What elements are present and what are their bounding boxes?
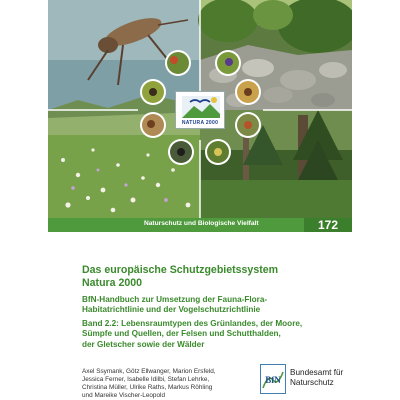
natura-2000-logo-text: NATURA 2000 [181, 120, 219, 126]
volume-line-3: der Gletscher sowie der Wälder [82, 339, 205, 349]
author-line: Axel Ssymank, Götz Ellwanger, Marion Ersfeld, [82, 368, 216, 375]
book-subtitle [82, 295, 344, 315]
publisher-name [290, 368, 343, 388]
book-title-line-2: Natura 2000 [82, 277, 143, 289]
author-line: Jessica Ferner, Isabelle Idilbi, Stefan Lehrke, [82, 376, 210, 383]
series-title: Naturschutz und Biologische Vielfalt [144, 220, 259, 227]
publisher-name-line-1: Bundesamt für [290, 368, 344, 377]
series-number: 172 (2.2) [304, 218, 352, 232]
volume-line-1: Band 2.2: Lebensraumtypen des Grünlandes, der Moore, [82, 319, 303, 328]
volume-description [82, 319, 344, 350]
book-title-line-1: Das europäische Schutzgebietssystem [82, 264, 279, 276]
author-line: und Mareike Vischer-Leopold [82, 392, 166, 399]
book-subtitle-line-1: BfN-Handbuch zur Umsetzung der Fauna-Flora- [82, 295, 268, 304]
book-title [82, 264, 344, 290]
publisher-name-line-2: Naturschutz [290, 378, 334, 387]
bfn-mark-text: BfN [265, 375, 281, 385]
publisher-logo [260, 364, 350, 394]
natura-2000-logo [175, 91, 225, 129]
bfn-emblem-icon [260, 364, 286, 394]
book-cover [48, 0, 352, 400]
author-line: Christina Müller, Ulrike Raths, Markus Röhling [82, 384, 213, 391]
cover-photo-collage [48, 0, 352, 218]
author-list [82, 368, 242, 400]
book-subtitle-line-2: Habitatrichtlinie und der Vogelschutzrichtlinie [82, 305, 261, 315]
volume-line-2: Sümpfe und Quellen, der Felsen und Schutthalden, [82, 329, 281, 339]
series-band [48, 218, 352, 246]
